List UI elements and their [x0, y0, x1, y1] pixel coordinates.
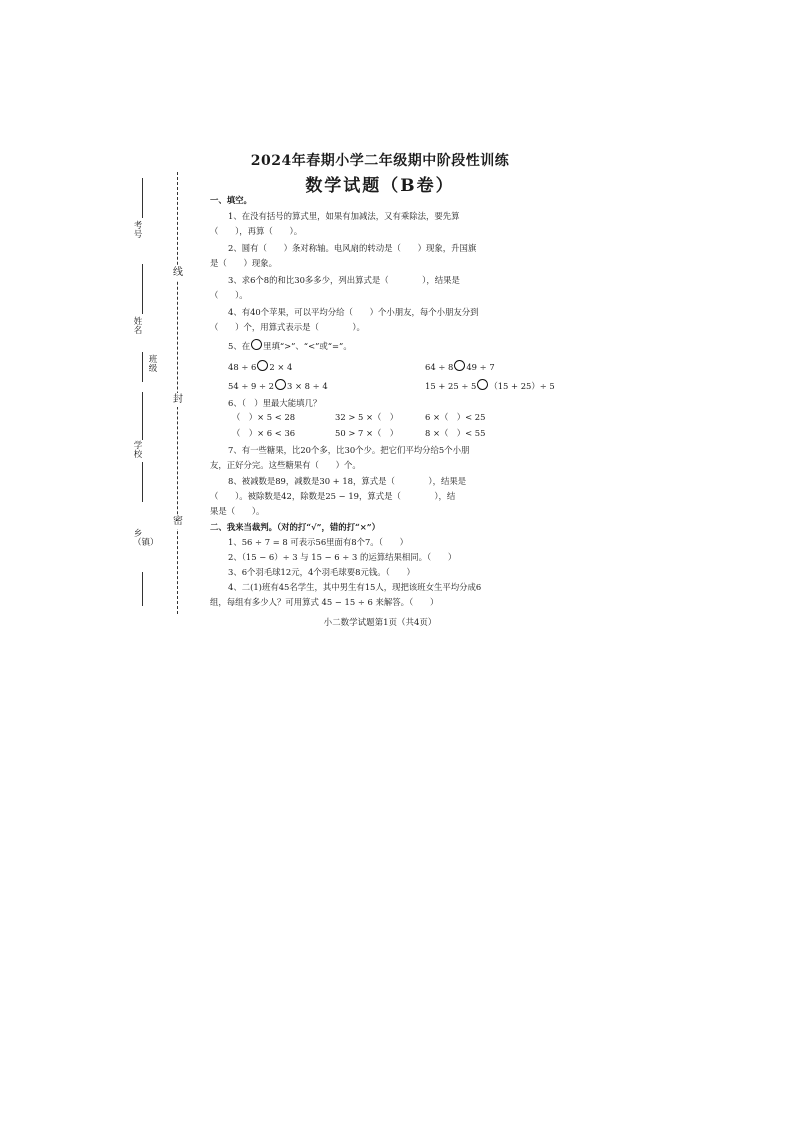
q5-item-4: [425, 379, 745, 392]
school-line: [142, 392, 143, 440]
q6-r1-c1: （ ）× 5 < 28: [232, 412, 296, 422]
q6-instruction: 6、（ ）里最大能填几？: [228, 398, 322, 408]
q5-item-1-right: 2 × 4: [269, 362, 293, 372]
q8-line2: （ ）。被除数是42，除数是25 − 19，算式是（ ），结: [210, 491, 456, 501]
q6-r2-c2: 50 > 7 ×（ ）: [335, 428, 399, 438]
compare-circle-icon[interactable]: [454, 360, 465, 371]
q3-line2: （ ）。: [210, 290, 248, 300]
q4-line1: 4、有40个苹果，可以平均分给（ ）个小朋友，每个小朋友分到: [228, 307, 479, 317]
school-label: 学校: [133, 441, 143, 460]
q5-item-2-left: 64 ÷ 8: [425, 362, 454, 372]
q8-line1: 8、被减数是89，减数是30 + 18，算式是（ ），结果是: [228, 476, 467, 486]
exam-subtitle: 数学试题（B卷）: [305, 176, 455, 196]
class-label: 班级: [148, 355, 158, 374]
q2-line1: 2、圆有（ ）条对称轴。电风扇的转动是（ ）现象，升国旗: [228, 243, 477, 253]
seal-char-xian: 线: [173, 267, 183, 278]
judge-item-4-line1: 4、二(1)班有45名学生，其中男生有15人，现把该班女生平均分成6: [228, 582, 482, 592]
q5-item-3-left: 54 ÷ 9 ÷ 2: [228, 381, 274, 391]
town-line: [142, 462, 143, 502]
name-line: [142, 264, 143, 314]
compare-circle-icon[interactable]: [275, 379, 286, 390]
town-label: 乡（镇）: [133, 529, 159, 548]
q5-instruction: [228, 339, 548, 352]
q5-item-2-right: 49 ÷ 7: [466, 362, 495, 372]
class-line: [142, 352, 143, 382]
q8-line3: 果是（ ）。: [210, 506, 265, 516]
judge-item-2: 2、（15 − 6）÷ 3 与 15 − 6 ÷ 3 的运算结果相同。（ ）: [228, 552, 457, 562]
q2-line2: 是（ ）现象。: [210, 258, 277, 268]
compare-circle-icon[interactable]: [477, 379, 488, 390]
q6-r1-c2: 32 > 5 ×（ ）: [335, 412, 399, 422]
q5-item-1-left: 48 ÷ 6: [228, 362, 257, 372]
q1-line2: （ ），再算（ ）。: [210, 226, 303, 236]
q5-text-pre: 5、在: [228, 341, 251, 351]
page-footer: 小二数学试题第1页（共4页）: [323, 618, 437, 628]
q5-text-post: 里填“>”、“<”或“=”。: [263, 341, 352, 351]
q1-line1: 1、在没有括号的算式里，如果有加减法，又有乘除法，要先算: [228, 211, 460, 221]
q6-r2-c3: 8 ×（ ）< 55: [425, 428, 486, 438]
name-label: 姓名: [133, 317, 143, 336]
q3-line1: 3、求6个8的和比30多多少，列出算式是（ ），结果是: [228, 275, 460, 285]
town-line-lower: [142, 572, 143, 606]
exam-number-label: 考号: [133, 221, 143, 240]
exam-number-line: [142, 178, 143, 218]
judge-item-4-line2: 组，每组有多少人？可用算式 45 − 15 ÷ 6 来解答。（ ）: [210, 597, 439, 607]
compare-circle-icon[interactable]: [257, 360, 268, 371]
q7-line2: 友，正好分完。这些糖果有（ ）个。: [210, 460, 361, 470]
compare-circle-icon: [251, 339, 262, 350]
seal-char-mi: 密: [173, 516, 183, 527]
q6-r2-c1: （ ）× 6 < 36: [232, 428, 296, 438]
q5-item-4-right: （15 + 25）÷ 5: [489, 381, 555, 391]
q4-line2: （ ）个，用算式表示是（ ）。: [210, 322, 365, 332]
seal-char-feng: 封: [173, 394, 183, 405]
q6-r1-c3: 6 ×（ ）< 25: [425, 412, 486, 422]
q5-item-2: [425, 360, 745, 373]
judge-item-1: 1、56 ÷ 7 = 8 可表示56里面有8个7。（ ）: [228, 537, 408, 547]
exam-title: 2024年春期小学二年级期中阶段性训练: [250, 153, 510, 169]
section1-heading: 一、填空。: [210, 195, 252, 205]
section2-heading: 二、我来当裁判。（对的打“√”，错的打“×”）: [210, 522, 380, 532]
q5-item-3-right: 3 × 8 ÷ 4: [287, 381, 328, 391]
judge-item-3: 3、6个羽毛球12元，4个羽毛球要8元钱。（ ）: [228, 567, 415, 577]
q5-item-4-left: 15 + 25 ÷ 5: [425, 381, 477, 391]
q7-line1: 7、有一些糖果，比20个多，比30个少。把它们平均分给5个小朋: [228, 445, 470, 455]
